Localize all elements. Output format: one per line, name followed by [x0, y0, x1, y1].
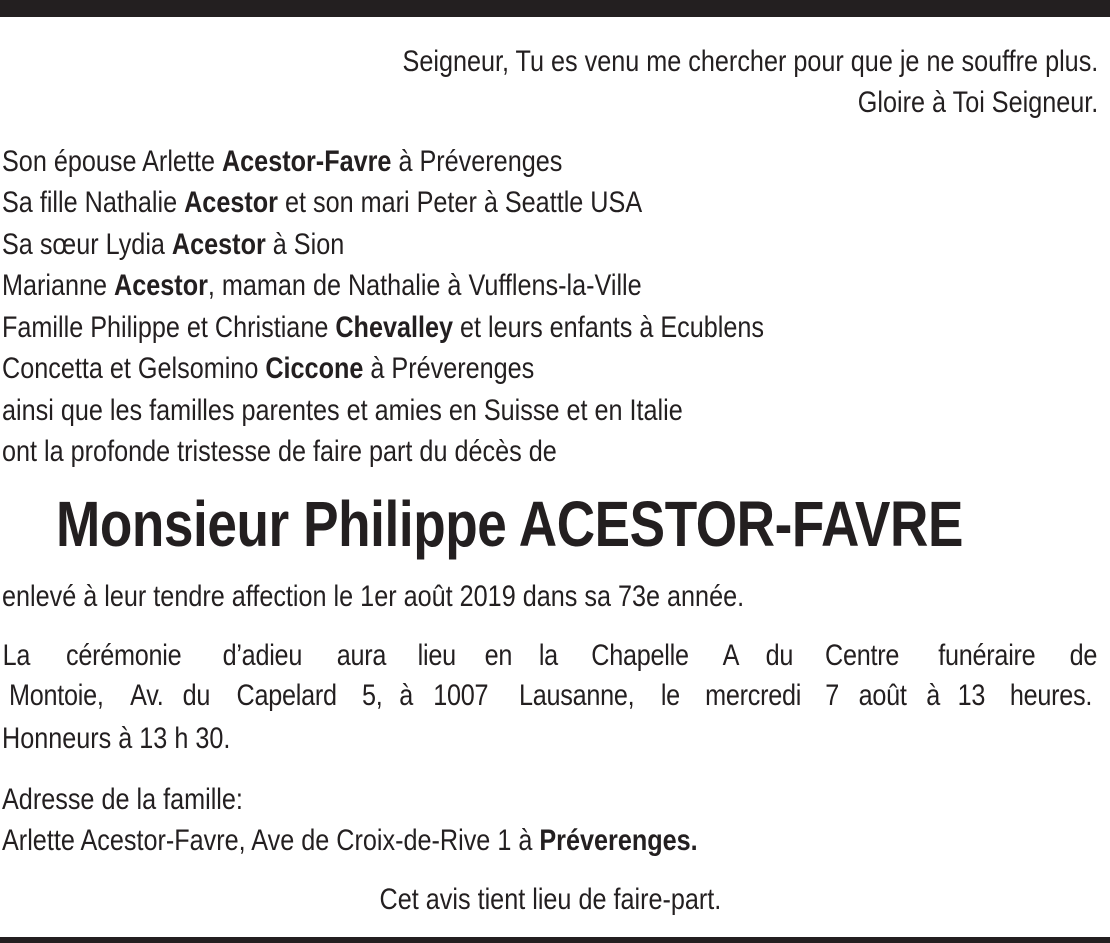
ceremony-word: à [399, 679, 414, 712]
ceremony-word: 7 [825, 679, 839, 712]
ceremony-word: Centre [825, 639, 900, 672]
ceremony-word: du [765, 639, 794, 672]
deceased-name: Monsieur Philippe ACESTOR-FAVRE [56, 488, 963, 560]
ceremony-word: 13 [957, 679, 986, 712]
ceremony-paragraph [0, 636, 1100, 716]
ceremony-word: 5, [361, 679, 383, 712]
family-line-surname: Acestor-Favre [221, 145, 392, 178]
ceremony-word: août [858, 679, 907, 712]
address-line [2, 821, 698, 861]
family-line [2, 183, 642, 223]
ceremony-word: le [660, 679, 680, 712]
family-line-pre: Sa fille Nathalie [2, 186, 185, 219]
family-line [2, 142, 562, 182]
ceremony-word: Chapelle [591, 639, 689, 672]
family-line-surname: Acestor [184, 186, 278, 219]
ceremony-word: du [182, 679, 211, 712]
top-border-rule [0, 0, 1110, 17]
family-line [2, 266, 642, 306]
family-line [2, 225, 344, 265]
address-town: Préverenges. [539, 824, 698, 857]
ceremony-word: d’adieu [222, 639, 303, 672]
ceremony-word: lieu [417, 639, 456, 672]
ceremony-word: A [722, 639, 739, 672]
family-line-surname: Acestor [114, 269, 208, 302]
quote-line-1: Seigneur, Tu es venu me chercher pour que je ne souffre plus. [402, 45, 1098, 78]
ceremony-word: 1007 [433, 679, 489, 712]
family-line-pre: Famille Philippe et Christiane [2, 311, 336, 344]
ceremony-word: Capelard [236, 679, 337, 712]
address-street: Arlette Acestor-Favre, Ave de Croix-de-Rive 1 à [2, 824, 540, 857]
family-line-surname: Acestor [171, 228, 266, 261]
family-line-post: et leurs enfants à Ecublens [453, 311, 765, 344]
ceremony-word: Av. [129, 679, 164, 712]
family-line [2, 349, 534, 389]
closing-line: Cet avis tient lieu de faire-part. [379, 883, 721, 916]
ceremony-word: aura [337, 639, 387, 672]
family-line-pre: Marianne [2, 269, 115, 302]
family-line-post: à Préverenges [391, 145, 563, 178]
family-line-pre: Concetta et Gelsomino [2, 352, 266, 385]
death-line: enlevé à leur tendre affection le 1er août 2019 dans sa 73e année. [2, 580, 745, 613]
ceremony-word: à [926, 679, 941, 712]
family-line-post: et son mari Peter à Seattle USA [277, 186, 643, 219]
ceremony-word: Lausanne, [518, 679, 635, 712]
closing-line-wrap [0, 880, 1100, 920]
ceremony-word: la [538, 639, 558, 672]
ceremony-word: Montoie, [9, 679, 104, 712]
ceremony-word: mercredi [704, 679, 801, 712]
ceremony-word: cérémonie [66, 639, 182, 672]
announcement-line: ont la profonde tristesse de faire part du décès de [2, 435, 557, 468]
family-line-post: , maman de Nathalie à Vufflens-la-Ville [207, 269, 642, 302]
ceremony-word: en [484, 639, 512, 672]
family-line-pre: Sa sœur Lydia [2, 228, 172, 261]
ceremony-line-2 [0, 676, 1100, 716]
ceremony-line-3: Honneurs à 13 h 30. [2, 722, 231, 755]
relatives-line: ainsi que les familles parentes et amies en Suisse et en Italie [2, 394, 683, 427]
family-line-pre: Son épouse Arlette [2, 145, 222, 178]
family-line-post: à Préverenges [363, 352, 535, 385]
ceremony-line-1 [0, 636, 1100, 676]
address-label: Adresse de la famille: [2, 783, 243, 816]
ceremony-word: heures. [1009, 679, 1093, 712]
ceremony-word: funéraire [938, 639, 1036, 672]
family-line-surname: Chevalley [335, 311, 454, 344]
ceremony-word: de [1069, 639, 1098, 672]
bottom-border-rule [0, 937, 1110, 943]
family-line-surname: Ciccone [265, 352, 364, 385]
family-line-post: à Sion [265, 228, 345, 261]
ceremony-word: La [2, 639, 31, 672]
family-line [2, 308, 764, 348]
quote-line-2: Gloire à Toi Seigneur. [857, 86, 1098, 119]
